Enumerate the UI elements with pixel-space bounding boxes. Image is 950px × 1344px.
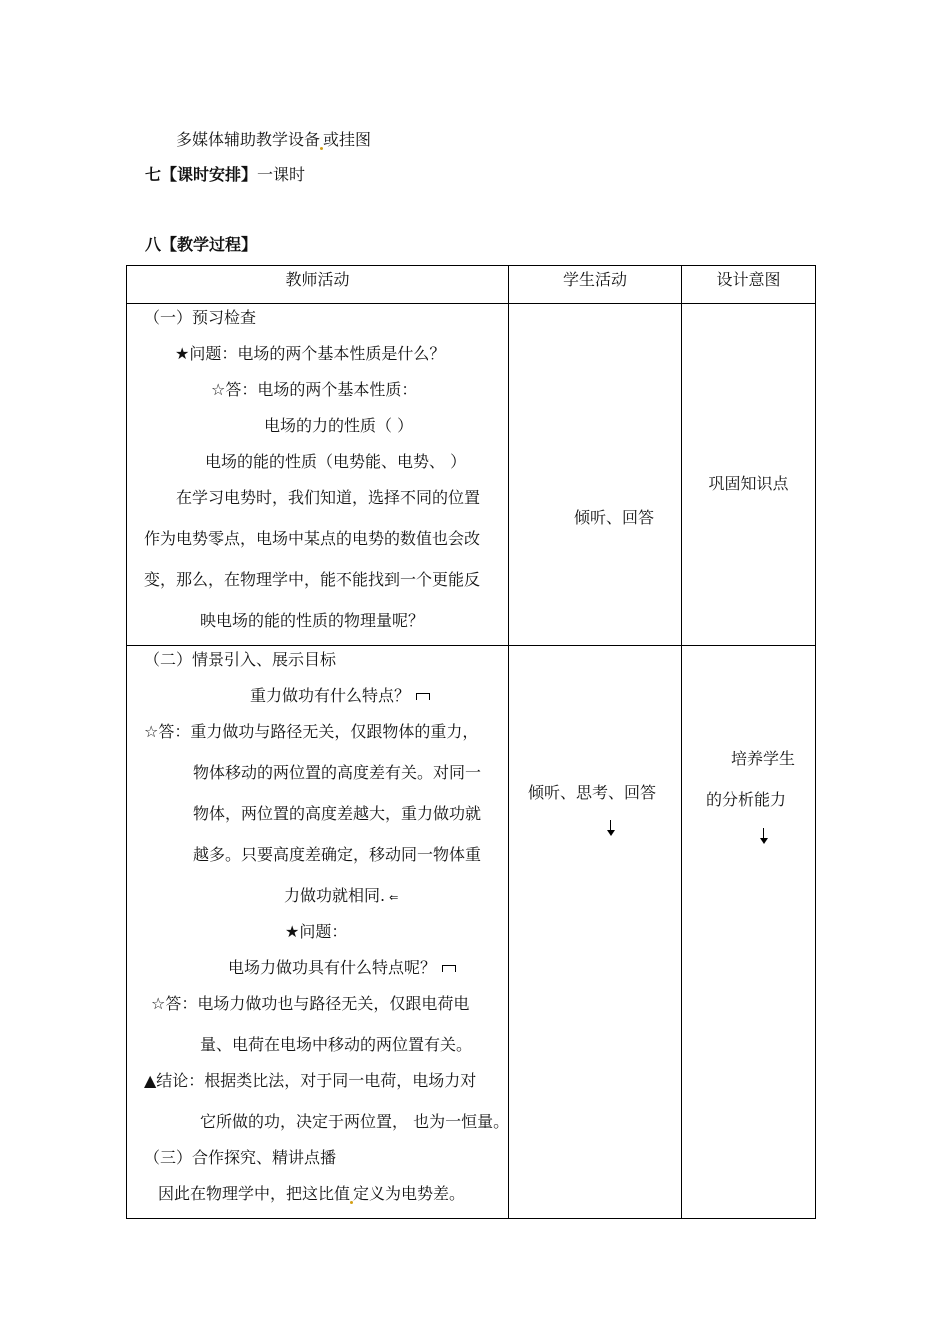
row2-gravity-answer-2: 物体移动的两位置的高度差有关。对同一 [193, 763, 482, 782]
row2-gravity-answer-5 [284, 886, 398, 908]
row1-question: ★问题：电场的两个基本性质是什么？ [175, 344, 446, 363]
header-teacher-activity: 教师活动 [285, 270, 350, 289]
row2-gravity-question-text: 重力做功有什么特点？ [250, 686, 411, 705]
arrow-down-icon [759, 828, 769, 844]
section-7-text: 一课时 [257, 165, 306, 184]
row1-para-4: 映电场的能的性质的物理量呢？ [200, 611, 425, 630]
editor-mark-icon [416, 693, 430, 700]
table-border-left [126, 265, 127, 1219]
row2-definition [158, 1184, 465, 1204]
row2-electric-answer-2: 量、电荷在电场中移动的两位置有关。 [200, 1035, 473, 1054]
table-border-top [126, 265, 816, 266]
row2-conclusion-1: ▲结论：根据类比法，对于同一电荷，电场力对 [144, 1071, 477, 1090]
row1-energy-property: 电场的能的性质（电势能、电势、 ） [205, 452, 467, 471]
row1-para-3: 变，那么，在物理学中，能不能找到一个更能反 [144, 570, 481, 589]
header-design-intent: 设计意图 [716, 270, 781, 289]
row2-gravity-question [250, 686, 430, 706]
row1-force-property: 电场的力的性质（ ） [264, 416, 414, 435]
row2-electric-question [228, 958, 456, 978]
row2-gravity-answer-5-text: 力做功就相同. [284, 886, 386, 905]
row2-gravity-answer-3: 物体，两位置的高度差越大，重力做功就 [193, 804, 482, 823]
table-divider-col2 [681, 265, 682, 1219]
row1-answer: ☆答：电场的两个基本性质： [211, 380, 418, 399]
equipment-line [176, 127, 371, 150]
row2-title: （二）情景引入、展示目标 [144, 650, 337, 669]
header-student-activity: 学生活动 [562, 270, 627, 289]
row2-intent-2: 的分析能力 [706, 790, 787, 809]
section-7-heading: 七【课时安排】 [145, 165, 258, 184]
row2-question-label: ★问题： [285, 922, 348, 941]
table-divider-col1 [508, 265, 509, 1219]
row2-electric-question-text: 电场力做功具有什么特点呢？ [228, 958, 437, 977]
table-border-right [815, 265, 816, 1219]
row1-student-activity: 倾听、回答 [573, 508, 654, 527]
editor-mark-icon [442, 965, 456, 972]
row2-definition-a: 因此在物理学中，把这比值 [158, 1184, 351, 1203]
arrow-down-icon [606, 820, 616, 836]
row1-title: （一）预习检查 [144, 308, 257, 327]
row1-design-intent: 巩固知识点 [708, 474, 789, 493]
row2-conclusion-2: 它所做的功，决定于两位置， 也为一恒量。 [200, 1112, 510, 1131]
equipment-text-b: 或挂图 [323, 130, 372, 149]
row2-definition-b: 定义为电势差。 [353, 1184, 466, 1203]
table-border-bottom [126, 1218, 816, 1219]
row1-para-2: 作为电势零点，电场中某点的电势的数值也会改 [144, 529, 481, 548]
section-7 [145, 162, 305, 185]
row2-intent-1: 培养学生 [731, 749, 796, 768]
row2-electric-answer-1: ☆答：电场力做功也与路径无关，仅跟电荷电 [151, 994, 470, 1013]
row1-para-1: 在学习电势时，我们知道，选择不同的位置 [176, 488, 481, 507]
table-divider-header [126, 303, 816, 304]
section-8-heading: 八【教学过程】 [145, 235, 258, 254]
edit-sign-icon: ⇐ [389, 891, 399, 904]
row2-student-activity: 倾听、思考、回答 [528, 783, 657, 802]
row2-gravity-answer-4: 越多。只要高度差确定，移动同一物体重 [193, 845, 482, 864]
row2-section-3-title: （三）合作探究、精讲点播 [144, 1148, 337, 1167]
table-divider-row1 [126, 645, 816, 646]
row2-gravity-answer-1: ☆答：重力做功与路径无关，仅跟物体的重力， [144, 722, 479, 741]
equipment-text-a: 多媒体辅助教学设备 [176, 130, 321, 149]
